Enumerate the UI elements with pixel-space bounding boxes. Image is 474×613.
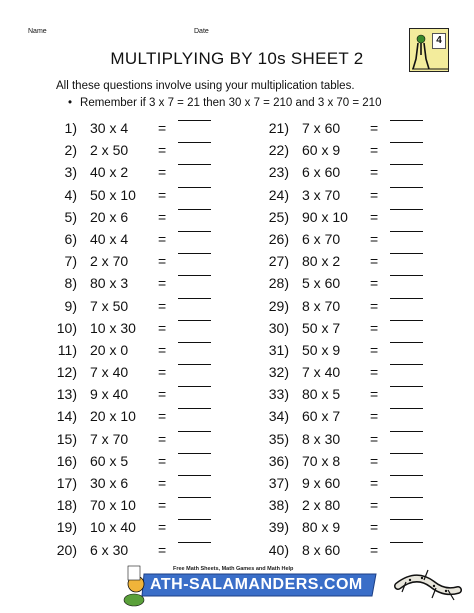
question-row bbox=[45, 340, 265, 362]
question-number: 26) bbox=[268, 230, 289, 247]
question-expression: 7 x 70 bbox=[90, 430, 129, 447]
salamander-mascot-icon bbox=[124, 566, 144, 606]
question-expression: 3 x 70 bbox=[302, 186, 341, 203]
question-row bbox=[257, 540, 474, 562]
footer-tagline: Free Math Sheets, Math Games and Math Help bbox=[173, 566, 294, 572]
question-row bbox=[257, 140, 474, 162]
answer-blank[interactable] bbox=[178, 431, 211, 432]
question-expression: 60 x 5 bbox=[90, 452, 129, 469]
question-number: 40) bbox=[268, 541, 289, 558]
question-row bbox=[45, 495, 265, 517]
equals-sign: = bbox=[158, 253, 167, 270]
question-expression: 60 x 9 bbox=[302, 142, 341, 159]
question-number: 37) bbox=[268, 475, 289, 491]
question-number: 24) bbox=[268, 186, 289, 203]
answer-blank[interactable] bbox=[390, 253, 423, 254]
question-expression: 7 x 50 bbox=[90, 297, 129, 314]
answer-blank[interactable] bbox=[390, 231, 423, 232]
question-row bbox=[257, 296, 474, 318]
answer-blank[interactable] bbox=[390, 275, 423, 276]
question-number: 13) bbox=[56, 386, 77, 403]
equals-sign: = bbox=[158, 519, 167, 536]
footer-banner bbox=[76, 562, 462, 610]
question-expression: 90 x 10 bbox=[302, 208, 348, 225]
equals-sign: = bbox=[158, 364, 167, 381]
question-expression: 40 x 2 bbox=[90, 164, 129, 181]
question-number: 28) bbox=[268, 275, 289, 292]
answer-blank[interactable] bbox=[390, 342, 423, 343]
answer-blank[interactable] bbox=[390, 453, 423, 454]
question-number: 17) bbox=[56, 475, 77, 491]
question-row bbox=[45, 229, 265, 251]
question-number: 29) bbox=[268, 297, 289, 314]
salamander-icon bbox=[398, 570, 458, 600]
answer-blank[interactable] bbox=[390, 497, 423, 498]
answer-blank[interactable] bbox=[178, 386, 211, 387]
equals-sign: = bbox=[158, 142, 167, 159]
math-salamanders-logo-icon bbox=[409, 28, 449, 72]
answer-blank[interactable] bbox=[178, 187, 211, 188]
equals-sign: = bbox=[370, 452, 379, 469]
equals-sign: = bbox=[370, 497, 379, 514]
question-row bbox=[257, 185, 474, 207]
question-expression: 5 x 60 bbox=[302, 275, 341, 292]
question-number: 11) bbox=[57, 341, 77, 358]
equals-sign: = bbox=[370, 341, 379, 358]
answer-blank[interactable] bbox=[178, 364, 211, 365]
answer-blank[interactable] bbox=[390, 298, 423, 299]
equals-sign: = bbox=[158, 275, 167, 292]
answer-blank[interactable] bbox=[390, 519, 423, 520]
date-label: Date bbox=[194, 28, 209, 35]
instructions-text: All these questions involve using your multiplication tables. bbox=[56, 80, 355, 92]
equals-sign: = bbox=[158, 341, 167, 358]
answer-blank[interactable] bbox=[178, 142, 211, 143]
equals-sign: = bbox=[158, 408, 167, 425]
answer-blank[interactable] bbox=[390, 364, 423, 365]
question-expression: 60 x 7 bbox=[302, 408, 341, 425]
question-number: 30) bbox=[268, 319, 289, 336]
question-row bbox=[257, 229, 474, 251]
equals-sign: = bbox=[370, 430, 379, 447]
question-expression: 20 x 10 bbox=[90, 408, 136, 425]
equals-sign: = bbox=[370, 541, 379, 558]
tip-text: Remember if 3 x 7 = 21 then 30 x 7 = 210 and 3 x 70 = 210 bbox=[80, 97, 382, 109]
equals-sign: = bbox=[370, 253, 379, 270]
question-expression: 2 x 70 bbox=[90, 253, 129, 270]
question-number: 39) bbox=[268, 519, 289, 536]
answer-blank[interactable] bbox=[178, 275, 211, 276]
question-row bbox=[45, 362, 265, 384]
answer-blank[interactable] bbox=[178, 164, 211, 165]
question-expression: 7 x 40 bbox=[90, 364, 129, 381]
question-number: 1) bbox=[64, 120, 77, 136]
question-expression: 9 x 40 bbox=[90, 386, 129, 403]
question-number: 33) bbox=[268, 386, 289, 403]
question-row bbox=[45, 251, 265, 273]
question-row bbox=[45, 162, 265, 184]
question-row bbox=[257, 251, 474, 273]
question-expression: 80 x 9 bbox=[302, 519, 341, 536]
question-expression: 10 x 40 bbox=[90, 519, 136, 536]
question-row bbox=[45, 296, 265, 318]
equals-sign: = bbox=[370, 120, 379, 136]
question-row bbox=[45, 185, 265, 207]
question-row bbox=[257, 473, 474, 495]
question-row bbox=[45, 517, 265, 539]
equals-sign: = bbox=[370, 275, 379, 292]
question-expression: 2 x 80 bbox=[302, 497, 341, 514]
question-number: 15) bbox=[56, 430, 77, 447]
equals-sign: = bbox=[158, 541, 167, 558]
question-expression: 20 x 6 bbox=[90, 208, 129, 225]
question-expression: 2 x 50 bbox=[90, 142, 129, 159]
question-expression: 80 x 5 bbox=[302, 386, 341, 403]
logo-sheet: 4 bbox=[432, 33, 446, 49]
answer-blank[interactable] bbox=[390, 542, 423, 543]
equals-sign: = bbox=[158, 164, 167, 181]
tip-bullet bbox=[68, 97, 381, 109]
question-expression: 6 x 70 bbox=[302, 230, 341, 247]
question-expression: 40 x 4 bbox=[90, 230, 129, 247]
question-number: 31) bbox=[268, 341, 289, 358]
question-expression: 7 x 40 bbox=[302, 364, 341, 381]
question-row bbox=[45, 429, 265, 451]
question-expression: 9 x 60 bbox=[302, 475, 341, 491]
answer-blank[interactable] bbox=[390, 386, 423, 387]
question-number: 23) bbox=[268, 164, 289, 181]
equals-sign: = bbox=[370, 297, 379, 314]
question-expression: 50 x 7 bbox=[302, 319, 341, 336]
equals-sign: = bbox=[158, 208, 167, 225]
question-row bbox=[257, 318, 474, 340]
question-row bbox=[257, 162, 474, 184]
equals-sign: = bbox=[158, 319, 167, 336]
question-number: 5) bbox=[64, 208, 77, 225]
answer-blank[interactable] bbox=[178, 497, 211, 498]
question-row bbox=[257, 429, 474, 451]
question-number: 35) bbox=[268, 430, 289, 447]
question-expression: 80 x 2 bbox=[302, 253, 341, 270]
answer-blank[interactable] bbox=[178, 408, 211, 409]
answer-blank[interactable] bbox=[390, 408, 423, 409]
question-expression: 7 x 60 bbox=[302, 120, 341, 136]
equals-sign: = bbox=[370, 164, 379, 181]
question-number: 9) bbox=[64, 297, 77, 314]
question-expression: 6 x 60 bbox=[302, 164, 341, 181]
answer-blank[interactable] bbox=[178, 120, 211, 121]
answer-blank[interactable] bbox=[390, 142, 423, 143]
equals-sign: = bbox=[370, 208, 379, 225]
answer-blank[interactable] bbox=[390, 475, 423, 476]
question-expression: 50 x 9 bbox=[302, 341, 341, 358]
question-row bbox=[45, 451, 265, 473]
answer-blank[interactable] bbox=[178, 542, 211, 543]
question-number: 7) bbox=[64, 253, 77, 270]
answer-blank[interactable] bbox=[390, 209, 423, 210]
answer-blank[interactable] bbox=[178, 298, 211, 299]
equals-sign: = bbox=[158, 497, 167, 514]
answer-blank[interactable] bbox=[178, 453, 211, 454]
equals-sign: = bbox=[370, 230, 379, 247]
question-row bbox=[45, 118, 265, 140]
question-number: 8) bbox=[64, 275, 77, 292]
question-expression: 50 x 10 bbox=[90, 186, 136, 203]
question-expression: 6 x 30 bbox=[90, 541, 129, 558]
answer-blank[interactable] bbox=[390, 431, 423, 432]
question-row bbox=[45, 473, 265, 495]
equals-sign: = bbox=[370, 386, 379, 403]
question-number: 27) bbox=[268, 253, 289, 270]
question-number: 36) bbox=[268, 452, 289, 469]
question-number: 3) bbox=[64, 164, 77, 181]
question-row bbox=[257, 495, 474, 517]
question-expression: 30 x 4 bbox=[90, 120, 129, 136]
question-row bbox=[257, 362, 474, 384]
question-expression: 30 x 6 bbox=[90, 475, 129, 491]
question-row bbox=[45, 273, 265, 295]
question-row bbox=[257, 118, 474, 140]
question-row bbox=[45, 140, 265, 162]
question-expression: 10 x 30 bbox=[90, 319, 136, 336]
question-row bbox=[45, 406, 265, 428]
answer-blank[interactable] bbox=[178, 519, 211, 520]
question-number: 25) bbox=[268, 208, 289, 225]
question-number: 14) bbox=[56, 408, 77, 425]
question-row bbox=[45, 207, 265, 229]
question-row bbox=[257, 384, 474, 406]
question-expression: 20 x 0 bbox=[90, 341, 129, 358]
question-row bbox=[45, 540, 265, 562]
answer-blank[interactable] bbox=[178, 231, 211, 232]
question-number: 4) bbox=[64, 186, 77, 203]
question-expression: 70 x 8 bbox=[302, 452, 341, 469]
question-expression: 70 x 10 bbox=[90, 497, 136, 514]
equals-sign: = bbox=[370, 186, 379, 203]
answer-blank[interactable] bbox=[178, 475, 211, 476]
question-number: 6) bbox=[64, 230, 77, 247]
question-number: 19) bbox=[56, 519, 77, 536]
equals-sign: = bbox=[158, 297, 167, 314]
answer-blank[interactable] bbox=[390, 120, 423, 121]
equals-sign: = bbox=[158, 430, 167, 447]
answer-blank[interactable] bbox=[178, 320, 211, 321]
question-expression: 80 x 3 bbox=[90, 275, 129, 292]
equals-sign: = bbox=[370, 475, 379, 491]
question-number: 18) bbox=[56, 497, 77, 514]
question-number: 12) bbox=[56, 364, 77, 381]
question-row bbox=[257, 517, 474, 539]
questions-right-column bbox=[257, 118, 474, 562]
answer-blank[interactable] bbox=[178, 209, 211, 210]
question-number: 10) bbox=[56, 319, 77, 336]
answer-blank[interactable] bbox=[390, 320, 423, 321]
equals-sign: = bbox=[370, 319, 379, 336]
question-expression: 8 x 70 bbox=[302, 297, 341, 314]
question-row bbox=[45, 318, 265, 340]
question-row bbox=[257, 207, 474, 229]
name-label: Name bbox=[28, 28, 47, 35]
answer-blank[interactable] bbox=[390, 164, 423, 165]
equals-sign: = bbox=[158, 230, 167, 247]
question-row bbox=[257, 273, 474, 295]
equals-sign: = bbox=[370, 364, 379, 381]
question-expression: 8 x 60 bbox=[302, 541, 341, 558]
equals-sign: = bbox=[158, 452, 167, 469]
question-number: 21) bbox=[268, 120, 289, 136]
bullet-icon: • bbox=[68, 97, 73, 109]
question-row bbox=[257, 406, 474, 428]
question-number: 2) bbox=[64, 142, 77, 159]
question-number: 22) bbox=[268, 142, 289, 159]
question-number: 38) bbox=[268, 497, 289, 514]
question-number: 20) bbox=[56, 541, 77, 558]
equals-sign: = bbox=[370, 142, 379, 159]
equals-sign: = bbox=[370, 519, 379, 536]
answer-blank[interactable] bbox=[178, 253, 211, 254]
question-row bbox=[45, 384, 265, 406]
question-row bbox=[257, 451, 474, 473]
questions-left-column bbox=[45, 118, 265, 562]
equals-sign: = bbox=[370, 408, 379, 425]
answer-blank[interactable] bbox=[390, 187, 423, 188]
equals-sign: = bbox=[158, 120, 167, 136]
equals-sign: = bbox=[158, 386, 167, 403]
equals-sign: = bbox=[158, 475, 167, 491]
question-row bbox=[257, 340, 474, 362]
question-number: 16) bbox=[56, 452, 77, 469]
question-expression: 8 x 30 bbox=[302, 430, 341, 447]
answer-blank[interactable] bbox=[178, 342, 211, 343]
page-title: MULTIPLYING BY 10s SHEET 2 bbox=[110, 49, 364, 68]
question-number: 34) bbox=[268, 408, 289, 425]
equals-sign: = bbox=[158, 186, 167, 203]
footer-brand-text: ATH-SALAMANDERS.COM bbox=[150, 576, 363, 593]
question-number: 32) bbox=[268, 364, 289, 381]
